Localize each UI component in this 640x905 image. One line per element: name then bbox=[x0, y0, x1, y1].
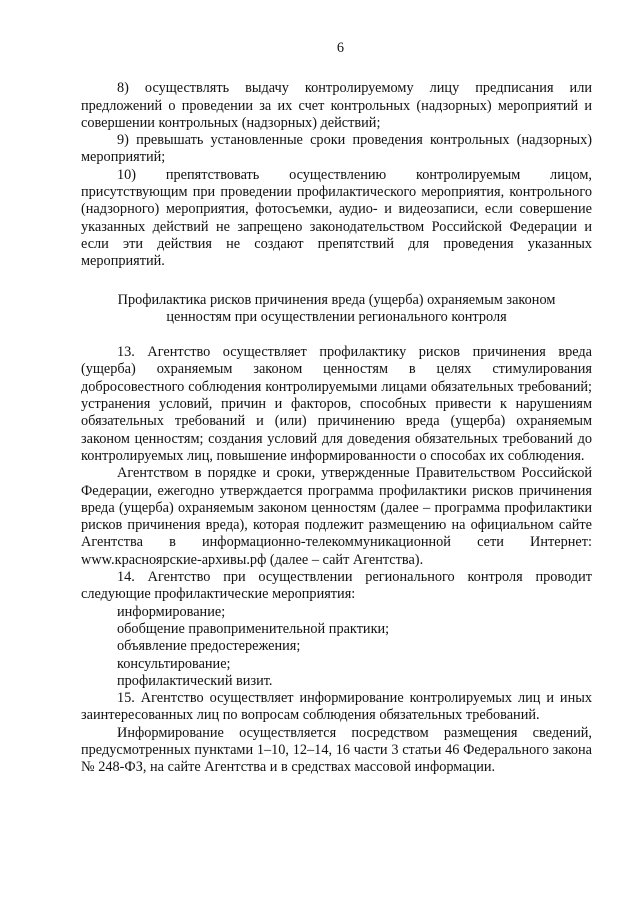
list-item: обобщение правоприменительной практики; bbox=[117, 620, 390, 637]
paragraph-item-10: 10) препятствовать осуществлению контролируемым лицом, присутствующим при проведении профилактического мероприятия, контрольного (надзорного) мероприятия, фотосъемки, аудио- и видеозаписи, если совершение указанных действий не запрещено законодательством Российской Федерации и если эти действия не создают препятствий для проведения указанных мероприятий. bbox=[81, 166, 592, 270]
paragraph-15: 15. Агентство осуществляет информирование контролируемых лиц и иных заинтересованных лиц по вопросам соблюдения обязательных требований. bbox=[81, 690, 592, 724]
section-heading: Профилактика рисков причинения вреда (ущерба) охраняемым законом ценностям при осуществлении регионального контроля bbox=[117, 291, 556, 325]
list-item: консультирование; bbox=[117, 655, 231, 672]
page-number: 6 bbox=[336, 40, 345, 56]
list-item: профилактический визит. bbox=[117, 672, 273, 689]
paragraph-13: 13. Агентство осуществляет профилактику рисков причинения вреда (ущерба) охраняемым законом ценностям в целях стимулирования добросовестного соблюдения контролируемыми лицами обязательных требований; устранения условий, причин и факторов, способных привести к нарушениям обязательных требований и (или) причинению вреда (ущерба) охраняемым законом ценностям; создания условий для доведения обязательных требований до контролируемых лиц, повышение информированности о способах их соблюдения. bbox=[81, 344, 592, 464]
paragraph-item-8: 8) осуществлять выдачу контролируемому лицу предписания или предложений о проведении за их счет контрольных (надзорных) мероприятий и совершении контрольных (надзорных) действий; bbox=[81, 80, 592, 131]
list-item: информирование; bbox=[117, 603, 226, 620]
paragraph-13-program: Агентством в порядке и сроки, утвержденные Правительством Российской Федерации, ежегодно утверждается программа профилактики рисков причинения вреда (ущерба) охраняемым законом ценностям (далее – программа профилактики рисков причинения вреда), которая подлежит размещению на официальном сайте Агентства в информационно-телекоммуникационной сети Интернет: www.красноярские-архивы.рф (далее – сайт Агентства). bbox=[81, 465, 592, 568]
paragraph-14: 14. Агентство при осуществлении регионального контроля проводит следующие профилактические мероприятия: bbox=[81, 569, 592, 603]
paragraph-15-informing: Информирование осуществляется посредством размещения сведений, предусмотренных пунктами 1–10, 12–14, 16 части 3 статьи 46 Федерального закона № 248-ФЗ, на сайте Агентства и в средствах массовой информации. bbox=[81, 724, 592, 776]
paragraph-item-9: 9) превышать установленные сроки проведения контрольных (надзорных) мероприятий; bbox=[81, 132, 592, 166]
list-item: объявление предостережения; bbox=[117, 638, 301, 655]
measures-list bbox=[81, 604, 592, 690]
